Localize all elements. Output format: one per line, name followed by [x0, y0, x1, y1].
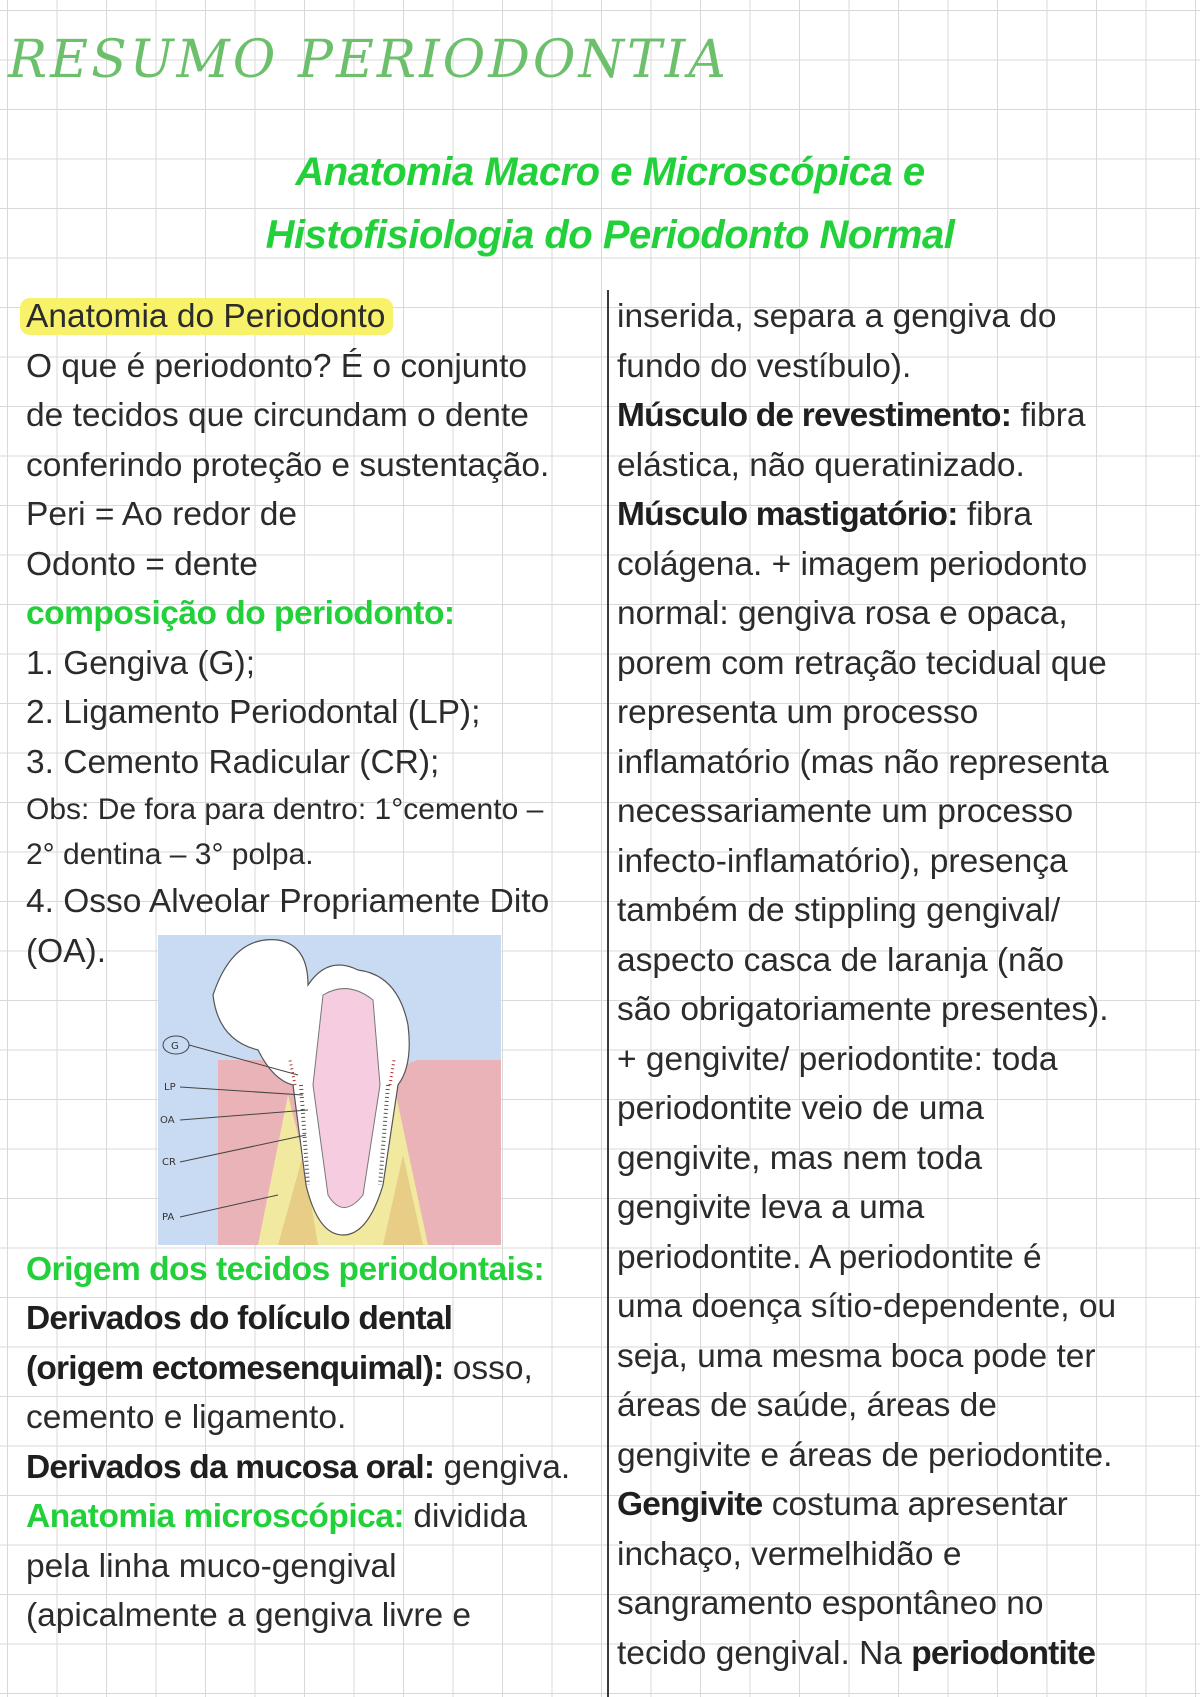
text-line: elástica, não queratinizado. — [617, 446, 1025, 484]
text-line: Músculo de revestimento: fibra — [617, 397, 1086, 434]
list-item: 1. Gengiva (G); — [26, 644, 256, 682]
text-line: periodontite veio de uma — [617, 1090, 984, 1127]
text-line: necessariamente um processo — [617, 793, 1074, 830]
micro-line: pela linha muco-gengival — [26, 1547, 397, 1585]
origin-heading: Origem dos tecidos periodontais: — [26, 1250, 545, 1288]
folicle-line: cemento e ligamento. — [26, 1399, 347, 1436]
column-divider — [607, 290, 609, 1697]
list-item: (OA). — [26, 932, 107, 970]
intro-line: Peri = Ao redor de — [26, 496, 297, 533]
micro-line: (apicalmente a gengiva livre e — [26, 1597, 472, 1634]
text-line: + gengivite/ periodontite: toda — [617, 1040, 1058, 1078]
periodontium-diagram — [158, 935, 501, 1245]
text-line: são obrigatoriamente presentes). — [617, 991, 1109, 1028]
label-lp: LP — [164, 1081, 176, 1093]
label-g: G — [171, 1040, 179, 1052]
text-line: sangramento espontâneo no — [617, 1585, 1044, 1622]
text-line: gengivite e áreas de periodontite. — [617, 1436, 1113, 1474]
subtitle-line-1: Anatomia Macro e Microscópica e — [295, 150, 925, 194]
list-item: 2. Ligamento Periodontal (LP); — [26, 694, 481, 731]
left-column — [26, 292, 606, 1641]
text-line: inchaço, vermelhidão e — [617, 1535, 962, 1573]
text-line: gengivite leva a uma — [617, 1189, 925, 1226]
label-oa: OA — [160, 1114, 175, 1126]
text-line: inserida, separa a gengiva do — [617, 298, 1057, 335]
obs-line: Obs: De fora para dentro: 1°cemento – — [26, 793, 544, 826]
text-line: áreas de saúde, áreas de — [617, 1387, 997, 1424]
text-line: infecto-inflamatório), presença — [617, 842, 1068, 880]
text-line: uma doença sítio-dependente, ou — [617, 1288, 1117, 1325]
text-line: representa um processo — [617, 694, 979, 731]
text-line: fundo do vestíbulo). — [617, 347, 912, 385]
figure-block — [26, 927, 606, 1245]
list-item: 4. Osso Alveolar Propriamente Dito — [26, 883, 550, 920]
folicle-line: Derivados do folículo dental — [26, 1300, 453, 1337]
label-pa: PA — [162, 1211, 175, 1223]
intro-line: conferindo proteção e sustentação. — [26, 446, 550, 484]
right-column — [617, 292, 1197, 1678]
micro-line: Anatomia microscópica: dividida — [26, 1498, 527, 1535]
text-line: Músculo mastigatório: fibra — [617, 496, 1033, 533]
label-cr: CR — [162, 1156, 176, 1168]
text-line: gengivite, mas nem toda — [617, 1139, 982, 1177]
section-heading — [26, 292, 606, 342]
text-line: Gengivite costuma apresentar — [617, 1486, 1068, 1523]
obs-line: 2° dentina – 3° polpa. — [26, 838, 314, 871]
text-line: inflamatório (mas não representa — [617, 743, 1109, 781]
text-line: periodontite. A periodontite é — [617, 1238, 1042, 1276]
text-line: porem com retração tecidual que — [617, 644, 1107, 682]
highlighted-heading: Anatomia do Periodonto — [20, 298, 393, 335]
text-line: colágena. + imagem periodonto — [617, 545, 1088, 583]
intro-line: O que é periodonto? É o conjunto — [26, 347, 528, 385]
composition-heading: composição do periodonto: — [26, 595, 455, 632]
text-line: também de stippling gengival/ — [617, 892, 1061, 929]
text-line: normal: gengiva rosa e opaca, — [617, 595, 1068, 632]
mucosa-line: Derivados da mucosa oral: gengiva. — [26, 1448, 571, 1486]
folicle-line: (origem ectomesenquimal): osso, — [26, 1349, 533, 1387]
page-title: RESUMO PERIODONTIA — [8, 30, 729, 90]
subtitle-line-2: Histofisiologia do Periodonto Normal — [265, 213, 955, 257]
text-line: seja, uma mesma boca pode ter — [617, 1337, 1096, 1375]
text-line: tecido gengival. Na periodontite — [617, 1634, 1096, 1672]
list-item: 3. Cemento Radicular (CR); — [26, 743, 440, 781]
intro-line: Odonto = dente — [26, 545, 258, 583]
intro-line: de tecidos que circundam o dente — [26, 397, 529, 434]
text-line: aspecto casca de laranja (não — [617, 941, 1064, 979]
